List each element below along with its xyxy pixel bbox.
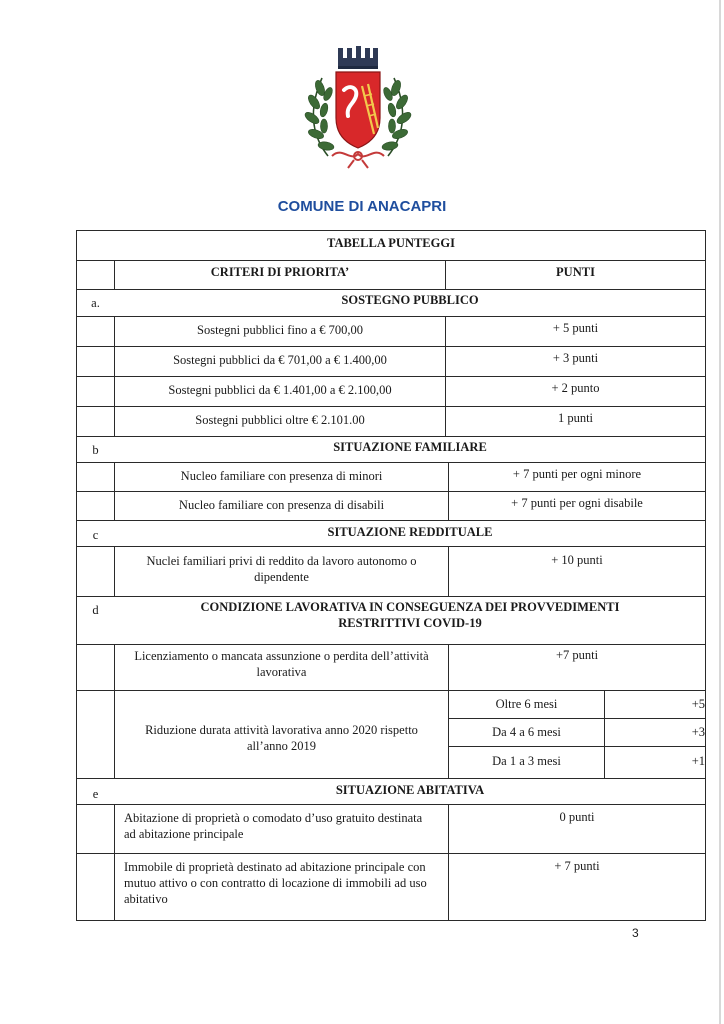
points-value: + 7 punti per ogni minore: [512, 467, 642, 481]
criterion-line: ad abitazione principale: [124, 827, 244, 841]
section-heading: [115, 599, 705, 631]
section-heading: SOSTEGNO PUBBLICO: [341, 293, 479, 307]
criterion-text: Nucleo familiare con presenza di disabili: [178, 498, 385, 512]
section-heading: SITUAZIONE FAMILIARE: [333, 440, 487, 454]
municipality-title: COMUNE DI ANACAPRI: [277, 198, 447, 215]
section-letter: e: [92, 787, 99, 801]
section-heading-line: CONDIZIONE LAVORATIVA IN CONSEGUENZA DEI PROVVEDIMENTI: [200, 600, 620, 614]
points-value: + 3 punti: [552, 351, 599, 365]
column-header-points: PUNTI: [556, 265, 595, 279]
criterion-text: Nucleo familiare con presenza di minori: [180, 469, 383, 483]
section-heading: SITUAZIONE ABITATIVA: [335, 783, 485, 797]
points-value: + 7 punti per ogni disabile: [511, 496, 643, 510]
sub-range: Da 1 a 3 mesi: [492, 754, 561, 768]
section-letter: c: [92, 528, 99, 542]
sub-points: +5: [691, 697, 705, 711]
scan-edge-divider: [719, 0, 721, 1024]
criterion-line: all’anno 2019: [246, 739, 317, 753]
criterion-text: [115, 553, 448, 585]
criterion-text: Sostegni pubblici da € 1.401,00 a € 2.100,00: [168, 383, 392, 397]
criterion-text: [115, 648, 448, 680]
criterion-text: Sostegni pubblici da € 701,00 a € 1.400,00: [173, 353, 387, 367]
points-value: 0 punti: [559, 810, 595, 824]
criterion-text: Sostegni pubblici oltre € 2.101.00: [195, 413, 365, 427]
criterion-line: lavorativa: [256, 665, 307, 679]
criterion-text: Sostegni pubblici fino a € 700,00: [197, 323, 363, 337]
criterion-line: Riduzione durata attività lavorativa anno 2020 rispetto: [145, 723, 418, 737]
page-number: 3: [632, 926, 639, 940]
criterion-text: [115, 722, 448, 754]
criterion-line: Abitazione di proprietà o comodato d’uso gratuito destinata: [124, 811, 423, 825]
section-letter: a.: [91, 296, 100, 310]
criterion-line: dipendente: [254, 570, 309, 584]
points-value: 1 punti: [557, 411, 594, 425]
points-value: + 7 punti: [554, 859, 600, 873]
sub-points: +1: [691, 754, 705, 768]
criterion-text: [124, 859, 446, 907]
criterion-line: abitativo: [124, 892, 168, 906]
column-header-criteria: CRITERI DI PRIORITA’: [210, 265, 350, 279]
table-title: TABELLA PUNTEGGI: [327, 236, 455, 250]
points-value: + 10 punti: [551, 553, 603, 567]
points-value: + 2 punto: [551, 381, 600, 395]
sub-points: +3: [691, 725, 705, 739]
section-letter: d: [92, 603, 99, 617]
section-heading-line: RESTRITTIVI COVID-19: [338, 616, 482, 630]
section-heading: SITUAZIONE REDDITUALE: [327, 525, 493, 539]
points-value: + 5 punti: [552, 321, 599, 335]
criterion-line: Licenziamento o mancata assunzione o perdita dell’attività: [134, 649, 429, 663]
criterion-line: mutuo attivo o con contratto di locazione di immobili ad uso: [124, 876, 427, 890]
sub-range: Da 4 a 6 mesi: [492, 725, 561, 739]
criterion-line: Nuclei familiari privi di reddito da lavoro autonomo o: [146, 554, 417, 568]
section-letter: b: [92, 443, 99, 457]
criterion-line: Immobile di proprietà destinato ad abitazione principale con: [124, 860, 426, 874]
sub-range: Oltre 6 mesi: [495, 697, 558, 711]
criterion-text: [124, 810, 446, 842]
points-value: +7 punti: [555, 648, 599, 662]
